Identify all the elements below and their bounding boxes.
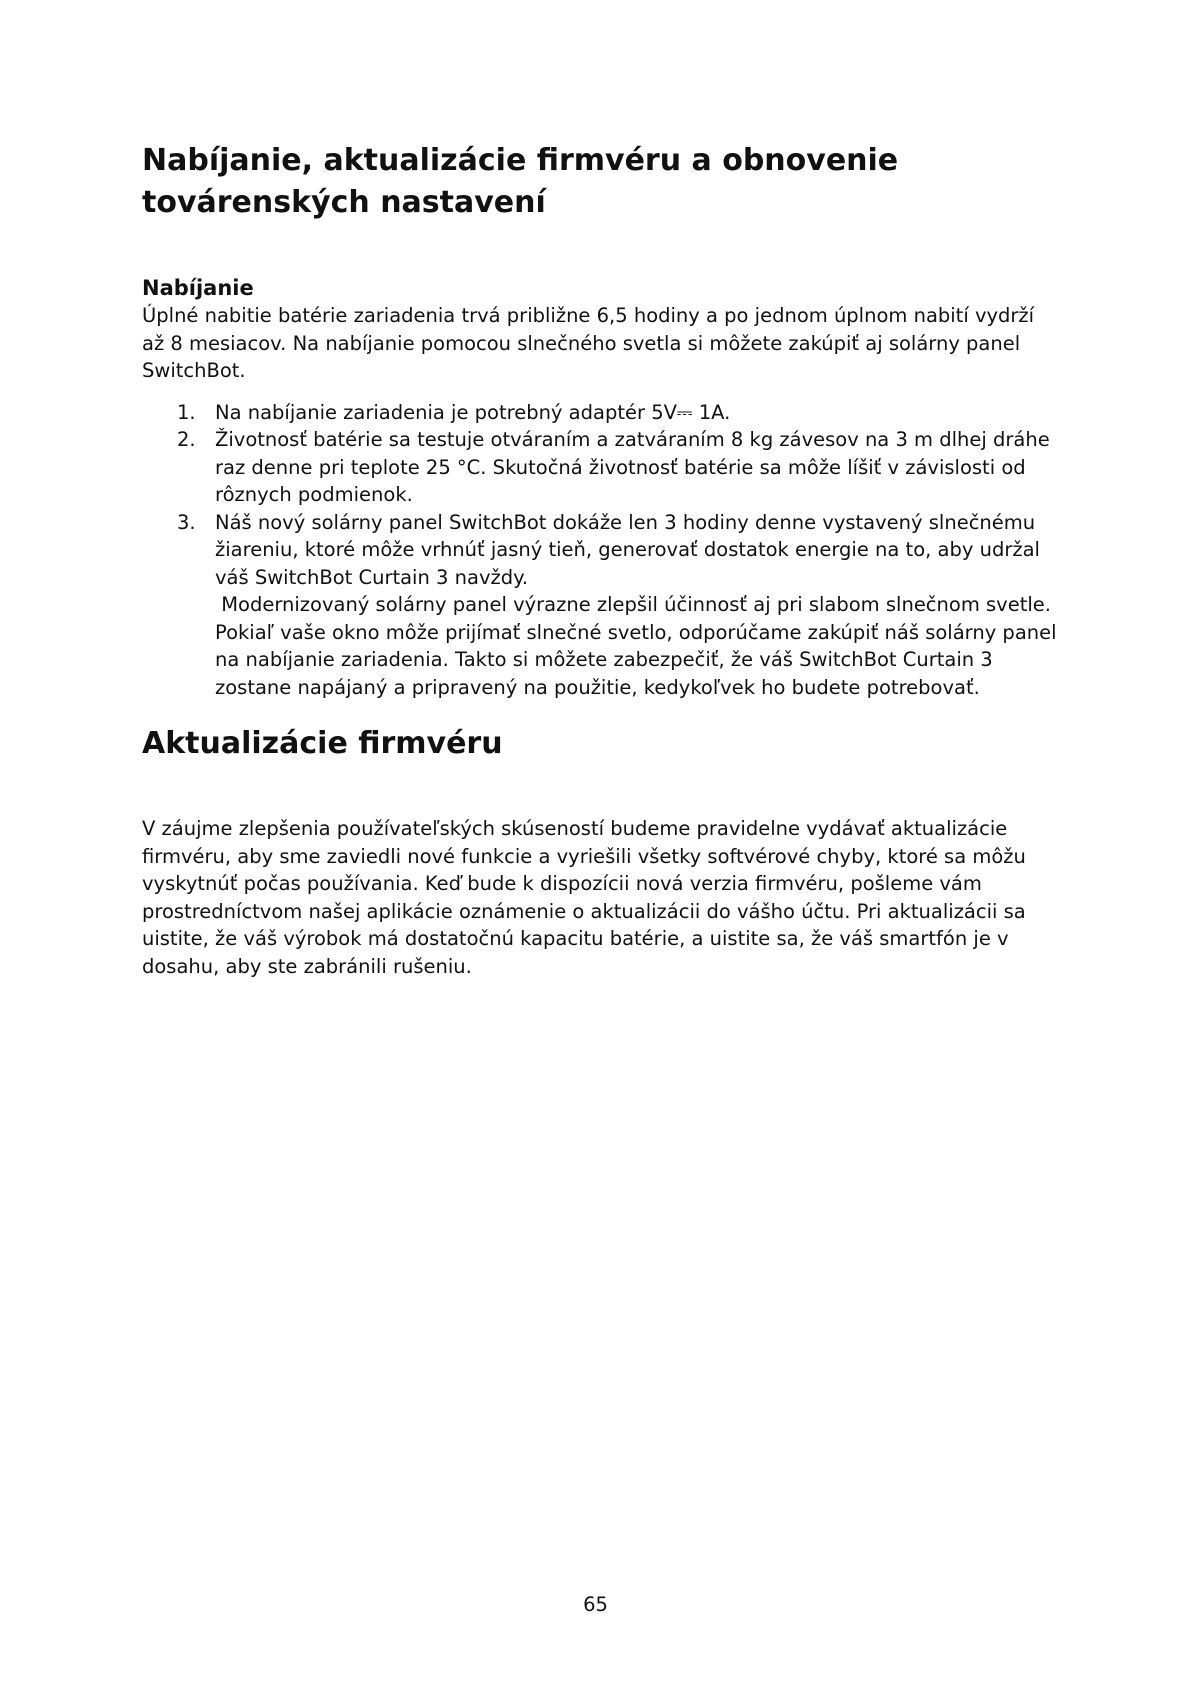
page-title: Nabíjanie, aktualizácie firmvéru a obnovenie továrenských nastavení: [142, 143, 899, 220]
charging-heading: Nabíjanie: [142, 276, 254, 300]
list-item-number: 1.: [177, 400, 196, 424]
list-item-text: Životnosť batérie sa testuje otváraním a zatváraním 8 kg závesov na 3 m dlhej dráhe raz denne pri teplote 25 °C. Skutočná životnosť batérie sa môže líšiť v závislosti od rôznych podmienok.: [215, 428, 1050, 506]
charging-intro: Úplné nabitie batérie zariadenia trvá približne 6,5 hodiny a po jednom úplnom nabití vydrží až 8 mesiacov. Na nabíjanie pomocou slnečného svetla si môžete zakúpiť aj solárny panel SwitchBot.: [142, 304, 1035, 382]
page-number: 65: [583, 1593, 608, 1616]
list-item-number: 2.: [177, 428, 196, 451]
page-content: [142, 140, 1062, 980]
list-item-number: 3.: [177, 510, 196, 534]
list-item: [142, 509, 1062, 702]
charging-list: [142, 399, 1062, 702]
list-item: [142, 426, 1062, 509]
list-item-text: Náš nový solárny panel SwitchBot dokáže len 3 hodiny denne vystavený slnečnému žiareniu, ktoré môže vrhnúť jasný tieň, generovať dostatok energie na to, aby udržal váš SwitchBot Curtain 3 navždy.: [215, 510, 1040, 589]
firmware-body: V záujme zlepšenia používateľských skúseností budeme pravidelne vydávať aktualizácie firmvéru, aby sme zaviedli nové funkcie a vyriešili všetky softvérové chyby, ktoré sa môžu vyskytnúť počas používania. Keď bude k dispozícii nová verzia firmvéru, pošleme vám prostredníctvom našej aplikácie oznámenie o aktualizácii do vášho účtu. Pri aktualizácii sa uistite, že váš výrobok má dostatočnú kapacitu batérie, a uistite sa, že váš smartfón je v dosahu, aby ste zabránili rušeniu.: [142, 817, 1026, 978]
firmware-heading: Aktualizácie firmvéru: [142, 726, 503, 761]
list-item-text: Na nabíjanie zariadenia je potrebný adaptér 5V⎓ 1A.: [215, 400, 731, 424]
list-item: [142, 399, 1062, 427]
list-item-extra-text: Modernizovaný solárny panel výrazne zlepšil účinnosť aj pri slabom slnečnom svetle. Pokiaľ vaše okno môže prijímať slnečné svetlo, odporúčame zakúpiť náš solárny panel na nabíjanie zariadenia. Takto si môžete zabezpečiť, že váš SwitchBot Curtain 3 zostane napájaný a pripravený na použitie, kedykoľvek ho budete potrebovať.: [215, 593, 1063, 699]
